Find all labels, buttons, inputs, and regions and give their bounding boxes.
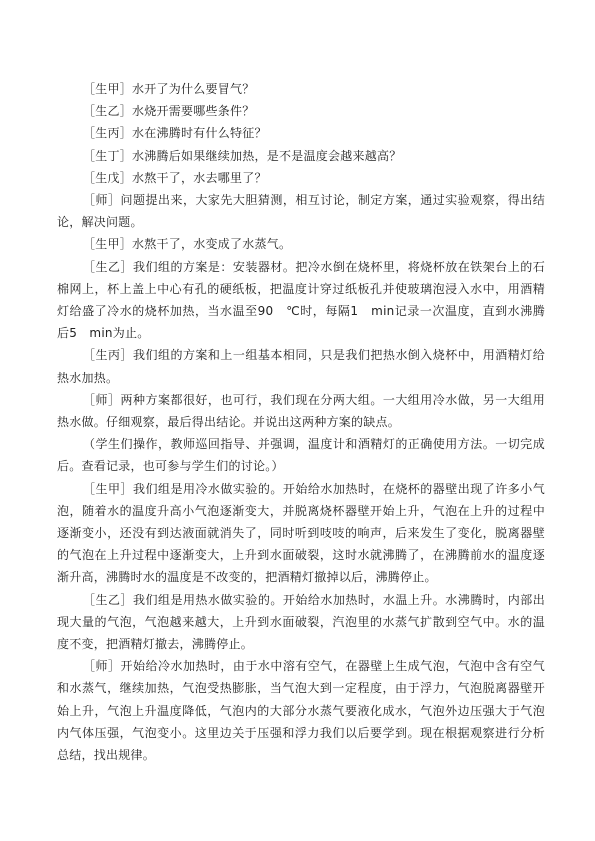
dialogue-line: ［生甲］水开了为什么要冒气？ <box>83 82 255 96</box>
document-body <box>57 78 545 766</box>
stage-direction: （学生们操作，教师巡回指导、并强调，温度计和酒精灯的正确使用方法。一切完成后。查看记录，也可参与学生们的讨论。） <box>57 437 545 474</box>
dialogue-line: ［生甲］水熬干了，水变成了水蒸气。 <box>83 237 292 252</box>
dialogue-line: ［师］开始给冷水加热时，由于水中溶有空气，在器壁上生成气泡，气泡中含有空气和水蒸气，继续加热，气泡受热膨胀，当气泡大到一定程度，由于浮力，气泡脱离器壁开始上升，气泡上升温度降低，气泡内的大部分水蒸气要液化成水，气泡外边压强大于气泡内气体压强，气泡变小。这里边关于压强和浮力我们以后要学到。现在根据观察进行分析总结，找出规律。 <box>57 659 545 763</box>
dialogue-line: ［生丁］水沸腾后如果继续加热，是不是温度会越来越高？ <box>83 148 402 163</box>
dialogue-line: ［生戊］水熬干了，水去哪里了？ <box>83 170 267 185</box>
dialogue-line: ［生丙］我们组的方案和上一组基本相同，只是我们把热水倒入烧杯中，用酒精灯给热水加热。 <box>57 348 545 385</box>
dialogue-line: ［生甲］我们组是用冷水做实验的。开始给水加热时，在烧杯的器壁出现了许多小气泡，随着水的温度升高小气泡逐渐变大，并脱离烧杯器壁开始上升，气泡在上升的过程中逐渐变小，还没有到达液面就消失了，同时听到吱吱的响声，后来发生了变化，脱离器壁的气泡在上升过程中逐渐变大，上升到水面破裂，这时水就沸腾了，在沸腾前水的温度逐渐升高，沸腾时水的温度是不改变的，把酒精灯撤掉以后，沸腾停止。 <box>57 481 545 585</box>
dialogue-line: ［生丙］水在沸腾时有什么特征？ <box>83 126 267 141</box>
dialogue-line: ［师］问题提出来，大家先大胆猜测，相互讨论，制定方案，通过实验观察，得出结论，解决问题。 <box>57 193 545 230</box>
dialogue-line: ［生乙］我们组的方案是：安装器材。把冷水倒在烧杯里，将烧杯放在铁架台上的石棉网上，杯上盖上中心有孔的硬纸板，把温度计穿过纸板孔并使玻璃泡浸入水中，用酒精灯给盛了冷水的烧杯加热，当水温至90 ℃时，每隔1 min记录一次温度，直到水沸腾后5 min为止。 <box>57 259 545 341</box>
dialogue-line: ［生乙］水烧开需要哪些条件？ <box>83 104 255 119</box>
dialogue-line: ［生乙］我们组是用热水做实验的。开始给水加热时，水温上升。水沸腾时，内部出现大量的气泡，气泡越来越大，上升到水面破裂，汽泡里的水蒸气扩散到空气中。水的温度不变，把酒精灯撤去，沸腾停止。 <box>57 592 545 652</box>
dialogue-line: ［师］两种方案都很好，也可行，我们现在分两大组。一大组用冷水做，另一大组用热水做。仔细观察，最后得出结论。并说出这两种方案的缺点。 <box>57 392 545 430</box>
